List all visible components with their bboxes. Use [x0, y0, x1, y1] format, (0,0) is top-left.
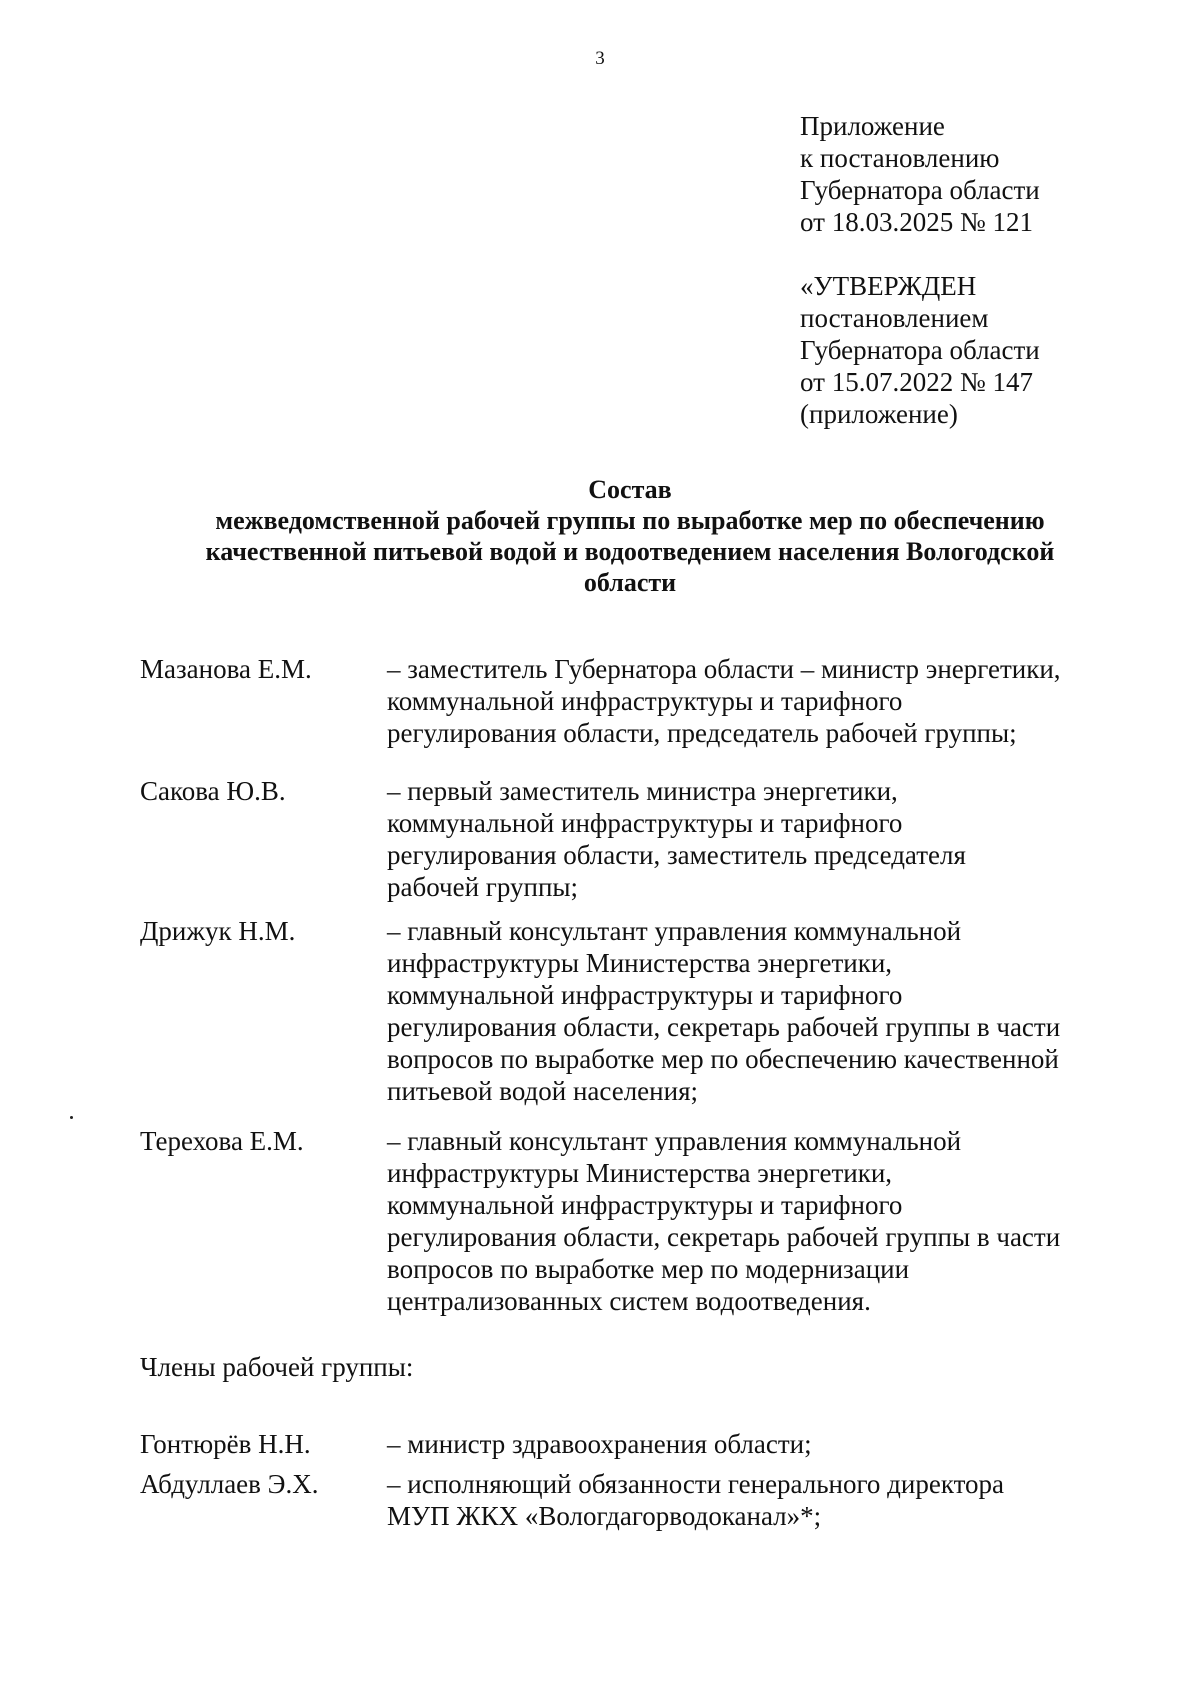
- role-line: регулирования области, заместитель председателя: [387, 840, 966, 870]
- role-line: инфраструктуры Министерства энергетики,: [387, 948, 893, 978]
- document-title: [150, 474, 1110, 598]
- members-section-label: Члены рабочей группы:: [140, 1352, 414, 1382]
- role-line: коммунальной инфраструктуры и тарифного: [387, 980, 903, 1010]
- member-name: Сакова Ю.В.: [140, 776, 286, 806]
- approved-line: (приложение): [800, 399, 958, 429]
- annex-line: Губернатора области: [800, 175, 1040, 205]
- approved-line: от 15.07.2022 № 147: [800, 367, 1033, 397]
- role-line: регулирования области, секретарь рабочей группы в части: [387, 1222, 1061, 1252]
- page-number: 3: [595, 48, 605, 69]
- member-name: Гонтюрёв Н.Н.: [140, 1429, 311, 1459]
- role-line: – первый заместитель министра энергетики,: [387, 776, 898, 806]
- role-line: питьевой водой населения;: [387, 1076, 698, 1106]
- role-line: – исполняющий обязанности генерального директора: [387, 1469, 1005, 1499]
- role-line: коммунальной инфраструктуры и тарифного: [387, 686, 903, 716]
- role-line: – главный консультант управления коммунальной: [387, 1126, 962, 1156]
- member-role: [387, 1428, 1140, 1460]
- role-line: регулирования области, председатель рабочей группы;: [387, 718, 1017, 748]
- role-line: МУП ЖКХ «Вологдагорводоканал»*;: [387, 1501, 822, 1531]
- role-line: – министр здравоохранения области;: [387, 1429, 812, 1459]
- member-name: Дрижук Н.М.: [140, 916, 296, 946]
- title-line: качественной питьевой водой и водоотведением населения Вологодской: [205, 537, 1055, 566]
- member-row: [140, 775, 1140, 903]
- role-line: – заместитель Губернатора области – министр энергетики,: [387, 654, 1061, 684]
- role-line: коммунальной инфраструктуры и тарифного: [387, 1190, 903, 1220]
- member-role: [387, 1468, 1140, 1532]
- title-line: межведомственной рабочей группы по выработке мер по обеспечению: [215, 506, 1045, 535]
- member-name: Мазанова Е.М.: [140, 654, 312, 684]
- role-line: коммунальной инфраструктуры и тарифного: [387, 808, 903, 838]
- role-line: вопросов по выработке мер по обеспечению качественной: [387, 1044, 1059, 1074]
- title-heading: Состав: [588, 475, 672, 504]
- annex-line: к постановлению: [800, 143, 1000, 173]
- role-line: рабочей группы;: [387, 872, 579, 902]
- scan-speck: [70, 1116, 73, 1119]
- role-line: вопросов по выработке мер по модернизации: [387, 1254, 910, 1284]
- annex-block: [800, 110, 1040, 238]
- member-row: [140, 1468, 1140, 1532]
- approved-line: постановлением: [800, 303, 989, 333]
- annex-line: Приложение: [800, 111, 945, 141]
- member-name: Абдуллаев Э.Х.: [140, 1469, 319, 1499]
- role-line: регулирования области, секретарь рабочей группы в части: [387, 1012, 1061, 1042]
- member-role: [387, 1125, 1140, 1317]
- title-line: области: [583, 568, 677, 597]
- role-line: – главный консультант управления коммунальной: [387, 916, 962, 946]
- member-row: [140, 915, 1140, 1107]
- member-role: [387, 915, 1140, 1107]
- member-role: [387, 653, 1140, 749]
- members-list: [140, 653, 1140, 1532]
- member-row: [140, 653, 1140, 749]
- role-line: инфраструктуры Министерства энергетики,: [387, 1158, 893, 1188]
- annex-line: от 18.03.2025 № 121: [800, 207, 1033, 237]
- approved-block: [800, 270, 1040, 430]
- member-role: [387, 775, 1140, 903]
- approved-line: Губернатора области: [800, 335, 1040, 365]
- role-line: централизованных систем водоотведения.: [387, 1286, 871, 1316]
- approved-line: «УТВЕРЖДЕН: [800, 271, 977, 301]
- member-row: [140, 1125, 1140, 1317]
- member-name: Терехова Е.М.: [140, 1126, 304, 1156]
- member-row: [140, 1428, 1140, 1460]
